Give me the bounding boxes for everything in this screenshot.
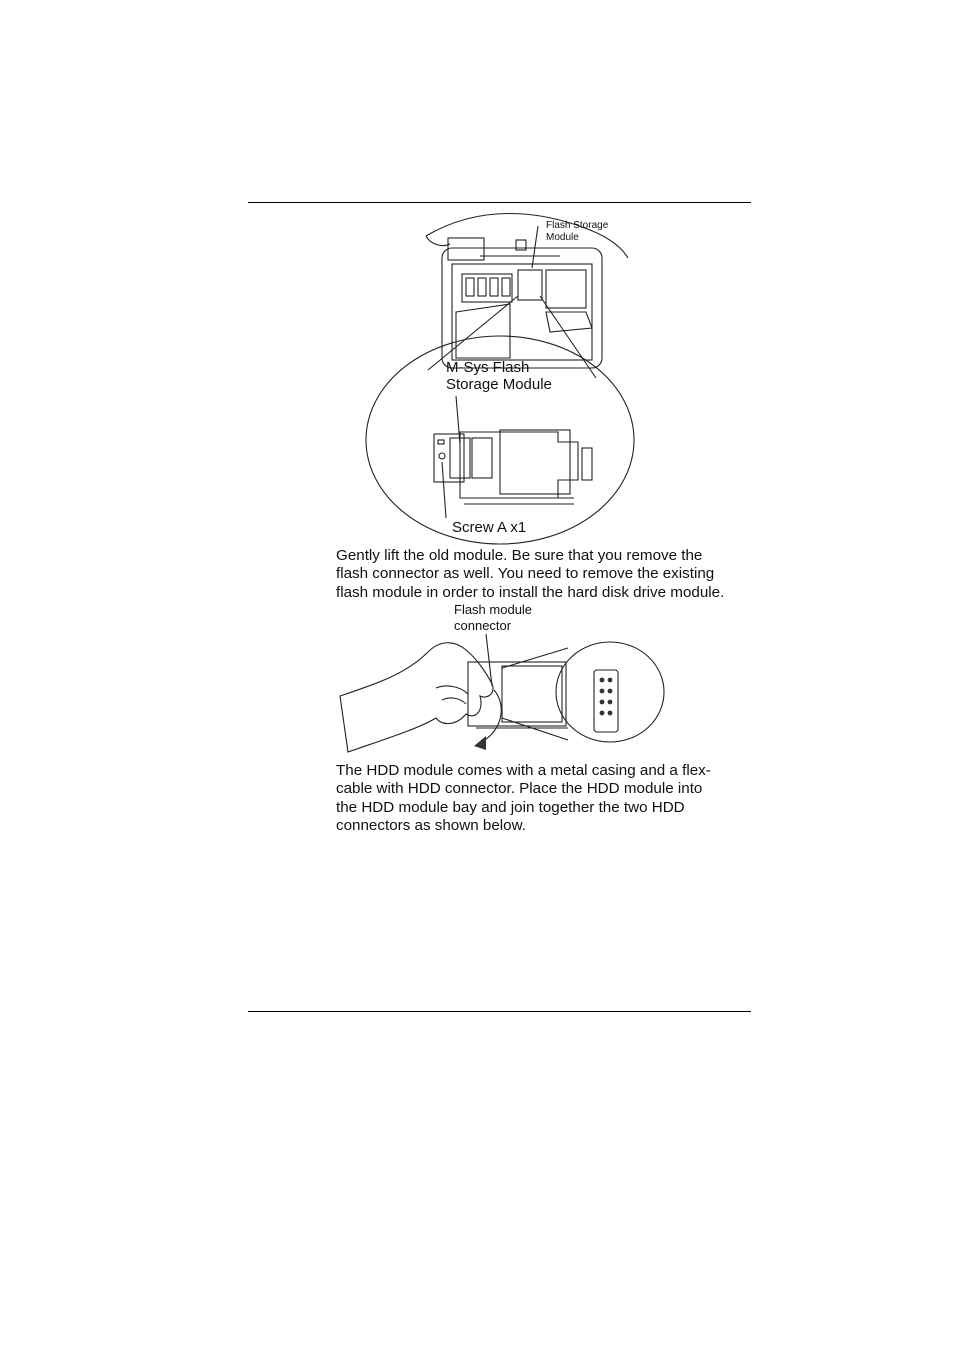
flash-module-connector-figure	[336, 600, 666, 758]
paragraph-line: flash connector as well. You need to remove the existing	[336, 565, 715, 583]
flash-module-connector-label-line1: Flash module	[454, 602, 533, 617]
header-rule	[248, 202, 751, 203]
paragraph-line: The HDD module comes with a metal casing and a flex-	[336, 762, 711, 779]
m-sys-flash-label-line1: M-Sys Flash	[446, 359, 530, 376]
flash-module-connector-label-line2: connector	[454, 618, 512, 633]
m-sys-flash-label-line2: Storage Module	[446, 376, 552, 393]
flash-storage-module-figure	[360, 208, 650, 548]
paragraph-hdd-module	[336, 762, 756, 836]
paragraph-remove-module	[336, 547, 756, 602]
screw-label: Screw A x1	[452, 519, 527, 536]
flash-storage-module-label-line2: Module	[546, 232, 579, 243]
paragraph-line: the HDD module bay and join together the two HDD	[336, 798, 685, 816]
flash-storage-module-label-line1: Flash Storage	[546, 220, 609, 231]
footer-rule	[248, 1011, 751, 1012]
paragraph-line: cable with HDD connector. Place the HDD module into	[336, 780, 703, 798]
paragraph-line: flash module in order to install the hard disk drive module.	[336, 583, 725, 601]
paragraph-line: Gently lift the old module. Be sure that you remove the	[336, 547, 703, 564]
paragraph-line: connectors as shown below.	[336, 817, 526, 835]
